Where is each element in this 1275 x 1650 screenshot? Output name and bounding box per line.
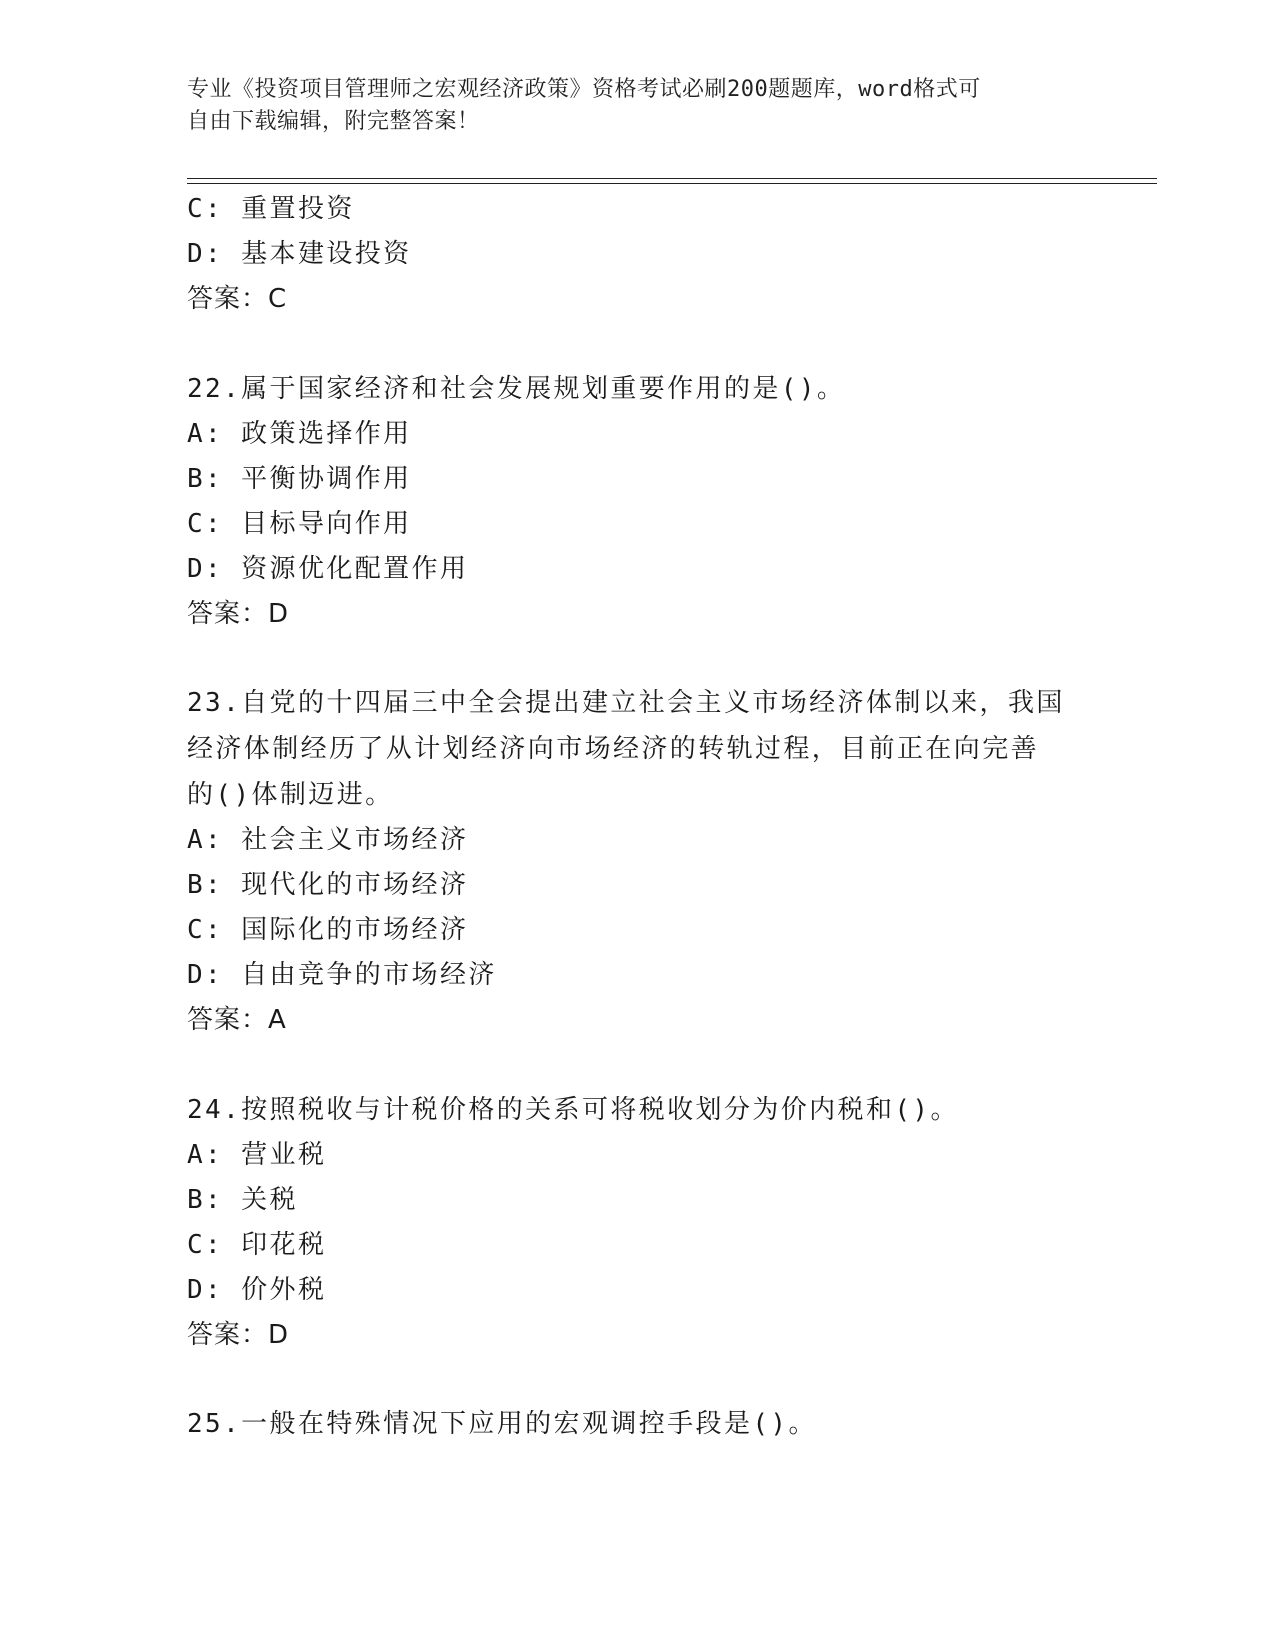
q23-option-a: A: 社会主义市场经济 — [187, 825, 469, 855]
q23-option-d: D: 自由竞争的市场经济 — [187, 960, 497, 990]
header-divider-bottom — [187, 183, 1157, 184]
q24-answer: 答案：D — [187, 1320, 290, 1350]
q22-option-b: B: 平衡协调作用 — [187, 464, 412, 494]
q21-option-c: C: 重置投资 — [187, 194, 355, 224]
document-header — [187, 74, 1067, 138]
q23-question-line-3: 的()体制迈进。 — [187, 780, 394, 810]
q23-question-line-2: 经济体制经历了从计划经济向市场经济的转轨过程，目前正在向完善 — [187, 734, 1040, 764]
header-line-2: 自由下载编辑，附完整答案！ — [187, 109, 480, 134]
header-line-1: 专业《投资项目管理师之宏观经济政策》资格考试必刷200题题库，word格式可 — [187, 77, 981, 102]
q22-option-d: D: 资源优化配置作用 — [187, 554, 469, 584]
q24-option-a: A: 营业税 — [187, 1140, 327, 1170]
q24-option-b: B: 关税 — [187, 1185, 298, 1215]
q25-question: 25.一般在特殊情况下应用的宏观调控手段是()。 — [187, 1409, 817, 1439]
q23-option-b: B: 现代化的市场经济 — [187, 870, 469, 900]
header-divider-top — [187, 178, 1157, 179]
q22-answer: 答案：D — [187, 599, 290, 629]
q22-option-c: C: 目标导向作用 — [187, 509, 412, 539]
q22-question: 22.属于国家经济和社会发展规划重要作用的是()。 — [187, 374, 846, 404]
q23-option-c: C: 国际化的市场经济 — [187, 915, 469, 945]
q24-question: 24.按照税收与计税价格的关系可将税收划分为价内税和()。 — [187, 1095, 959, 1125]
q24-option-d: D: 价外税 — [187, 1275, 327, 1305]
q21-option-d: D: 基本建设投资 — [187, 239, 412, 269]
q21-answer: 答案：C — [187, 284, 288, 314]
q24-option-c: C: 印花税 — [187, 1230, 327, 1260]
q22-option-a: A: 政策选择作用 — [187, 419, 412, 449]
q23-question-line-1: 23.自党的十四届三中全会提出建立社会主义市场经济体制以来，我国 — [187, 688, 1065, 718]
q23-answer: 答案：A — [187, 1005, 287, 1035]
